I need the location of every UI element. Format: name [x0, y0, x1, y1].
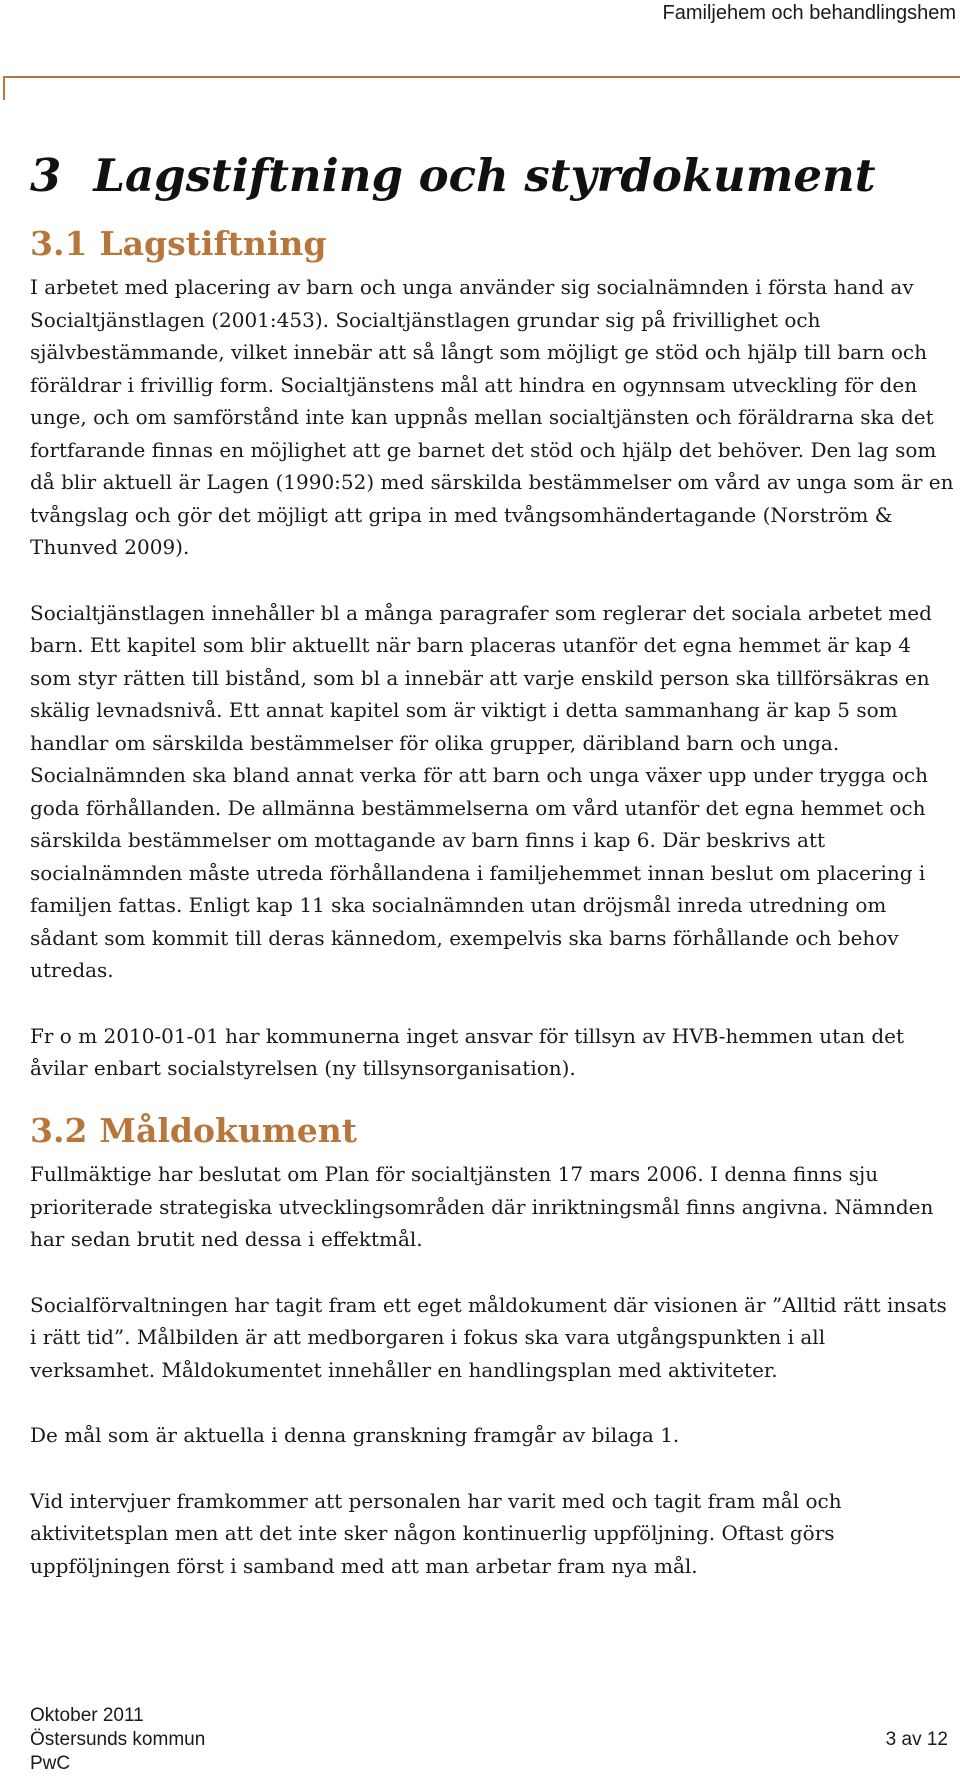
- footer-company: PwC: [30, 1753, 71, 1774]
- section-title: Lagstiftning: [99, 223, 327, 263]
- paragraph: Fullmäktige har beslutat om Plan för socialtjänsten 17 mars 2006. I denna finns sju prioriterade strategiska utvecklingsområden där inriktningsmål finns angivna. Nämnden har sedan brutit ned dessa i effektmål.: [30, 1162, 934, 1252]
- header-rule: [3, 76, 960, 78]
- paragraph: Fr o m 2010-01-01 har kommunerna inget ansvar för tillsyn av HVB-hemmen utan det åvilar enbart socialstyrelsen (ny tillsynsorganisation).: [30, 1023, 904, 1081]
- section-maldokument: [30, 1111, 955, 1583]
- section-number: 3.1: [30, 223, 88, 263]
- footer-organization: Östersunds kommun: [30, 1729, 206, 1750]
- running-header-title: Familjehem och behandlingshem: [662, 2, 956, 24]
- paragraph: Vid intervjuer framkommer att personalen har varit med och tagit fram mål och aktivitetsplan men att det inte sker någon kontinuerlig uppföljning. Oftast görs uppföljningen först i samband med att man arbetar fram nya mål.: [30, 1488, 842, 1578]
- chapter-heading: [30, 150, 955, 202]
- footer-left: [30, 1704, 205, 1776]
- chapter-title: Lagstiftning och styrdokument: [93, 149, 876, 202]
- chapter-number: 3: [30, 149, 62, 202]
- paragraph: Socialförvaltningen har tagit fram ett eget måldokument där visionen är ”Alltid rätt insats i rätt tid”. Målbilden är att medborgaren i fokus ska vara utgångspunkten i all verksamhet. Måldokumentet innehåller en handlingsplan med aktiviteter.: [30, 1292, 947, 1382]
- paragraph: De mål som är aktuella i denna granskning framgår av bilaga 1.: [30, 1423, 680, 1448]
- footer-date: Oktober 2011: [30, 1705, 144, 1726]
- section-title: Måldokument: [99, 1110, 357, 1150]
- section-number: 3.2: [30, 1110, 88, 1150]
- page-content: [30, 150, 955, 1615]
- section-heading: [30, 224, 955, 264]
- header-rule-tick: [3, 76, 5, 100]
- paragraph: I arbetet med placering av barn och unga använder sig socialnämnden i första hand av Socialtjänstlagen (2001:453). Socialtjänstlagen grundar sig på frivillighet och självbestämmande, vilket innebär att så långt som möjligt ge stöd och hjälp till barn och föräldrar i frivillig form. Socialtjänstens mål att hindra en ogynnsam utveckling för den unge, och om samförstånd inte kan uppnås mellan socialtjänsten och föräldrarna ska det fortfarande finnas en möjlighet att ge barnet det stöd och hjälp det behöver. Den lag som då blir aktuell är Lagen (1990:52) med särskilda bestämmelser om vård av unga som är en tvångslag och gör det möjligt att gripa in med tvångsomhändertagande (Norström & Thunved 2009).: [30, 275, 954, 560]
- paragraph: Socialtjänstlagen innehåller bl a många paragrafer som reglerar det sociala arbetet med barn. Ett kapitel som blir aktuellt när barn placeras utanför det egna hemmet är kap 4 som styr rätten till bistånd, som bl a innebär att varje enskild person ska tillförsäkras en skälig levnadsnivå. Ett annat kapitel som är viktigt i detta sammanhang är kap 5 som handlar om särskilda bestämmelser för olika grupper, däribland barn och unga. Socialnämnden ska bland annat verka för att barn och unga växer upp under trygga och goda förhållanden. De allmänna bestämmelserna om vård utanför det egna hemmet och särskilda bestämmelser om mottagande av barn finns i kap 6. Där beskrivs att socialnämnden måste utreda förhållandena i familjehemmet innan beslut om placering i familjen fattas. Enligt kap 11 ska socialnämnden utan dröjsmål inreda utredning om sådant som kommit till deras kännedom, exempelvis ska barns förhållande och behov utredas.: [30, 600, 932, 983]
- footer-page-number: 3 av 12: [885, 1729, 948, 1750]
- section-heading: [30, 1111, 955, 1151]
- section-lagstiftning: [30, 224, 955, 1085]
